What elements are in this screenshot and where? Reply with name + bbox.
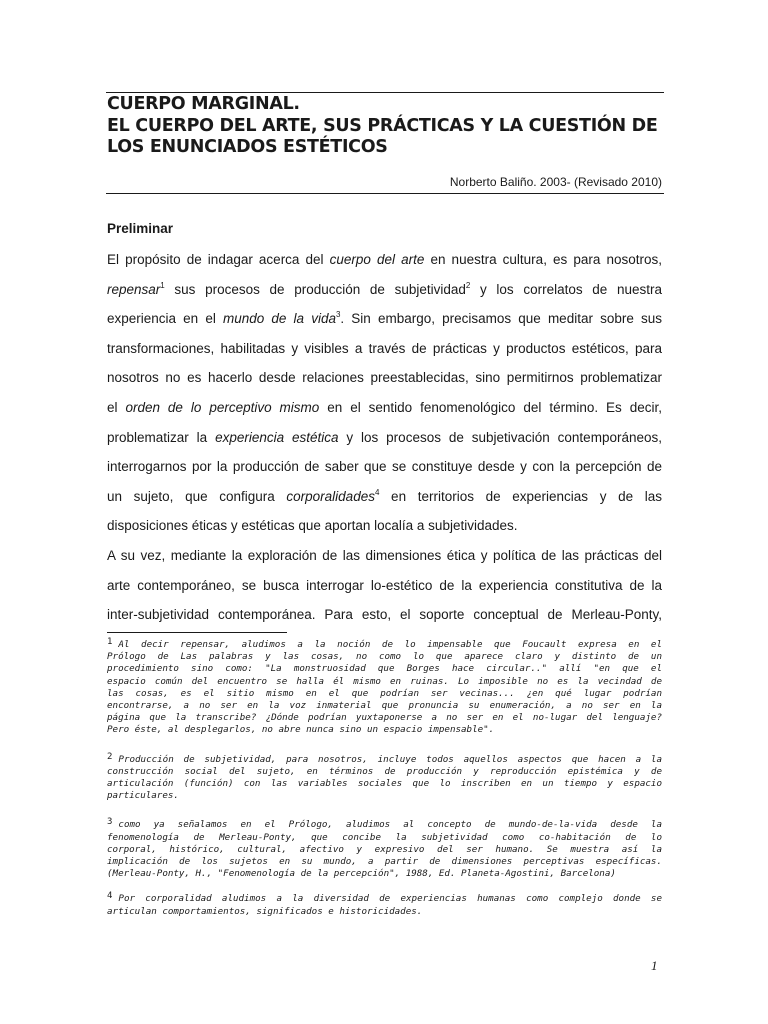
author-line: Norberto Baliño. 2003- (Revisado 2010) <box>449 175 662 189</box>
body-line: inter-subjetividad contemporánea. Para esto, el soporte conceptual de Merleau-Ponty, <box>107 607 662 623</box>
body-line: A su vez, mediante la exploración de las dimensiones ética y política de las prácticas del <box>107 547 662 563</box>
document-title <box>107 94 667 159</box>
footnote-separator <box>107 632 287 633</box>
footnote-text: como ya señalamos en el Prólogo, aludimos al concepto de mundo-de-la-vida desde la <box>118 819 662 831</box>
footnote-4 <box>107 890 662 917</box>
footnote-line: corporal, histórico, cultural, afectivo y expresivo del ser humano. Se muestra así la <box>107 843 662 855</box>
top-rule <box>106 92 664 93</box>
footnote-3 <box>107 816 662 880</box>
body-line: experiencia en el mundo de la vida$^3$. Sin embargo, precisamos que meditar sobre sus <box>107 310 663 327</box>
body-line: problematizar la experiencia estética y los procesos de subjetivación contemporáneos, <box>107 429 662 445</box>
body-line: El propósito de indagar acerca del cuerpo del arte en nuestra cultura, es para nosotros, <box>107 252 662 267</box>
footnote-line: particulares. <box>107 790 179 802</box>
title-line-2: EL CUERPO DEL ARTE, SUS PRÁCTICAS Y LA CUESTIÓN DE <box>107 115 658 136</box>
footnote-number: 4 <box>107 891 113 902</box>
footnote-line: fenomenología de Merleau-Ponty, que concibe la subjetividad como co-habitación de lo <box>107 831 662 843</box>
body-line: disposiciones éticas y estéticas que aportan localía a subjetividades. <box>107 518 518 534</box>
body-line: arte contemporáneo, se busca interrogar lo-estético de la experiencia constitutiva de la <box>107 577 662 593</box>
footnote-line <box>107 751 662 766</box>
section-heading: Preliminar <box>107 221 174 236</box>
footnote-line: procedimiento sino como: "La monstruosidad que Borges hace circular.." allí "en que el <box>107 663 662 675</box>
footnote-line: Pero éste, al desplegarlos, no abre nunca sino un espacio impensable". <box>107 724 495 736</box>
footnote-line: articulan comportamientos, significados e historicidades. <box>107 905 423 917</box>
footnote-line: espacio común del encuentro se halla él mismo en ruinas. Lo imposible no es la vecindad de <box>107 675 662 687</box>
footnote-line: página que la transcribe? ¿Dónde podrían yuxtaponerse a no ser en el no-lugar del lenguaje? <box>107 712 662 724</box>
body-line: repensar$^1$ sus procesos de producción de subjetividad$^2$ y los correlatos de nuestra <box>107 280 662 297</box>
footnote-line: las cosas, es el sitio mismo en el que podrían ser vecinas... ¿en qué lugar podrían <box>107 687 662 699</box>
body-line: el orden de lo perceptivo mismo en el sentido fenomenológico del término. Es decir, <box>107 399 662 415</box>
footnote-text: Al decir repensar, aludimos a la noción de lo impensable que Foucault expresa en el <box>118 639 662 650</box>
body-line: nosotros no es hacerlo desde relaciones preestablecidas, sino permitirnos problematizar <box>107 370 662 386</box>
body-line: interrogarnos por la producción de saber que se constituye desde y con la percepción de <box>107 459 662 475</box>
footnote-number: 2 <box>107 751 113 762</box>
footnote-number: 1 <box>107 637 113 647</box>
footnote-ref-2[interactable]: 2 <box>465 280 471 290</box>
footnote-line <box>107 890 662 905</box>
footnote-1 <box>107 636 662 737</box>
footnote-2 <box>107 751 662 803</box>
body-line: un sujeto, que configura corporalidades$^4$ en territorios de experiencias y de las <box>107 487 662 504</box>
footnote-line: (Merleau-Ponty, H., "Fenomenología de la percepción", 1988, Ed. Planeta-Agostini, Barcelona) <box>107 868 616 880</box>
title-line-1: CUERPO MARGINAL. <box>107 94 300 114</box>
footnote-ref-4[interactable]: 4 <box>374 487 380 497</box>
footnote-line <box>107 816 662 831</box>
footnote-line <box>107 636 662 651</box>
footnote-text: Producción de subjetividad, para nosotros, incluye todos aquellos aspectos que hacen a la <box>118 753 662 765</box>
footnote-text: Por corporalidad aludimos a la diversidad de experiencias humanas como complejo donde se <box>118 893 662 905</box>
footnote-ref-1[interactable]: 1 <box>160 280 165 290</box>
footnote-line: construcción social del sujeto, en términos de producción y reproducción epistémica y de <box>107 765 662 777</box>
body-paragraphs <box>107 245 662 630</box>
footnote-number: 3 <box>107 817 113 828</box>
footnote-ref-3[interactable]: 3 <box>335 310 341 320</box>
title-bottom-rule <box>106 193 664 194</box>
body-line: transformaciones, habilitadas y visibles a través de prácticas y productos estéticos, para <box>107 340 662 356</box>
footnote-line: articulación (función) con las variables sociales que lo inscriben en un tiempo y espacio <box>107 778 662 790</box>
page-number: 1 <box>651 958 658 973</box>
footnote-line: Prólogo de Las palabras y las cosas, no como lo que aparece claro y distinto de un <box>107 651 662 663</box>
footnotes-section <box>107 636 662 928</box>
footnote-line: encontrarse, a no ser en la voz inmaterial que pronuncia su enumeración, a no ser en la <box>107 700 662 712</box>
footnote-line: implicación de los sujetos en su mundo, a partir de dimensiones perceptivas específicas. <box>107 856 662 868</box>
title-line-3: LOS ENUNCIADOS ESTÉTICOS <box>107 137 388 157</box>
